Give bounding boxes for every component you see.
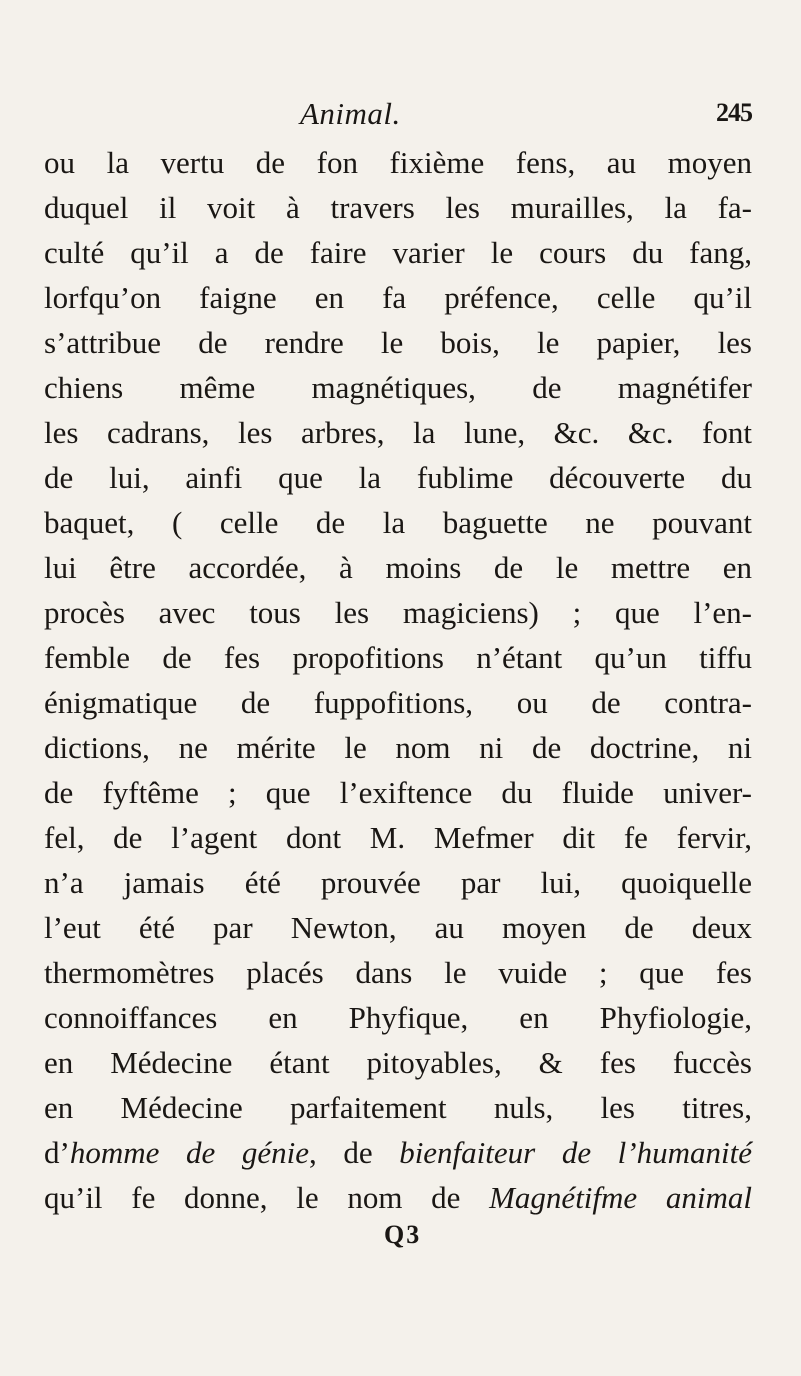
text-line: femble de fes propofitions n’étant qu’un tiffu <box>44 640 752 675</box>
page-number: 245 <box>716 98 752 127</box>
text-fragment: qu’il fe donne, le nom de <box>44 1180 490 1215</box>
body-text <box>44 140 752 1220</box>
text-line-italic-titles <box>44 1130 752 1175</box>
text-line: lorfqu’on faigne en fa préfence, celle qu’il <box>44 280 752 315</box>
text-line: thermomètres placés dans le vuide ; que fes <box>44 955 752 990</box>
italic-phrase: homme de génie <box>69 1135 309 1170</box>
text-line: de fyftême ; que l’exiftence du fluide univer- <box>44 775 752 810</box>
text-line: culté qu’il a de faire varier le cours du fang, <box>44 235 752 270</box>
text-line: de lui, ainfi que la fublime découverte du <box>44 460 752 495</box>
running-title: Animal. <box>300 96 401 131</box>
text-fragment: , de <box>308 1135 400 1170</box>
text-line: ou la vertu de fon fixième fens, au moyen <box>44 145 752 180</box>
text-line-italic-name <box>44 1175 752 1220</box>
text-line: en Médecine étant pitoyables, & fes fuccès <box>44 1045 752 1080</box>
text-line: procès avec tous les magiciens) ; que l’en- <box>44 595 752 630</box>
text-line: en Médecine parfaitement nuls, les titres, <box>44 1090 752 1125</box>
text-line: dictions, ne mérite le nom ni de doctrine, ni <box>44 730 752 765</box>
text-line: baquet, ( celle de la baguette ne pouvant <box>44 505 752 540</box>
text-line: fel, de l’agent dont M. Mefmer dit fe fervir, <box>44 820 752 855</box>
text-fragment: d’ <box>44 1135 70 1170</box>
text-line: les cadrans, les arbres, la lune, &c. &c. font <box>44 415 752 450</box>
italic-phrase: bienfaiteur de l’humanité <box>399 1135 752 1170</box>
signature-mark: Q3 <box>384 1220 422 1249</box>
text-line: duquel il voit à travers les murailles, la fa- <box>44 190 752 225</box>
text-line: connoiffances en Phyfique, en Phyfiologie, <box>44 1000 752 1035</box>
text-line: lui être accordée, à moins de le mettre en <box>44 550 752 585</box>
running-head <box>0 96 801 136</box>
text-line: s’attribue de rendre le bois, le papier, les <box>44 325 752 360</box>
text-line: énigmatique de fuppofitions, ou de contra- <box>44 685 752 720</box>
text-line: l’eut été par Newton, au moyen de deux <box>44 910 752 945</box>
text-line: n’a jamais été prouvée par lui, quoiquelle <box>44 865 752 900</box>
text-line: chiens même magnétiques, de magnétifer <box>44 370 752 405</box>
italic-phrase: Magnétifme animal <box>489 1180 752 1215</box>
